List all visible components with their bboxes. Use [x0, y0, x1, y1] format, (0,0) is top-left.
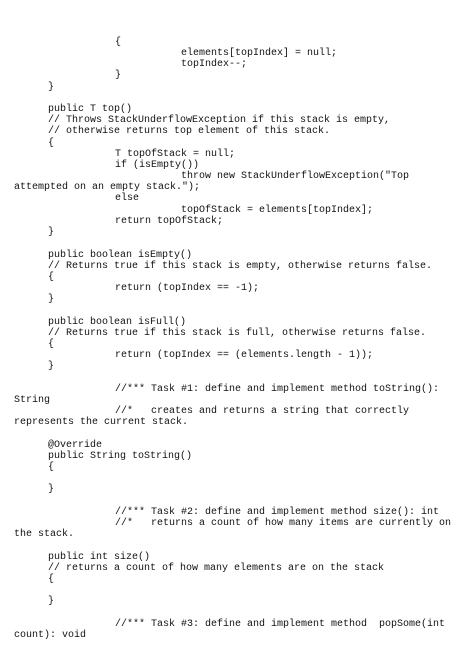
- code-line: return (topIndex == (elements.length - 1));: [115, 350, 374, 361]
- code-line: }: [48, 484, 55, 495]
- code-line: {: [48, 339, 55, 350]
- code-line: }: [48, 596, 55, 607]
- code-line: }: [48, 227, 55, 238]
- code-line: {: [48, 574, 55, 585]
- code-line: return topOfStack;: [115, 216, 224, 227]
- code-line: //*** Task #1: define and implement method toString():: [115, 384, 440, 395]
- code-line: }: [48, 361, 55, 372]
- code-line: // Throws StackUnderflowException if this stack is empty,: [48, 115, 391, 126]
- code-line: public String toString(): [48, 451, 193, 462]
- code-line: elements[topIndex] = null;: [181, 48, 338, 59]
- code-line: return (topIndex == -1);: [115, 283, 260, 294]
- code-line: public boolean isFull(): [48, 317, 187, 328]
- code-line: }: [115, 70, 122, 81]
- code-line: public T top(): [48, 104, 133, 115]
- code-line: the stack.: [14, 529, 75, 540]
- code-line: //*** Task #3: define and implement method popSome(int: [115, 619, 446, 630]
- code-line: // otherwise returns top element of this stack.: [48, 126, 331, 137]
- code-line: @Override: [48, 440, 103, 451]
- code-line: }: [48, 82, 55, 93]
- code-line: }: [48, 294, 55, 305]
- code-line: {: [48, 272, 55, 283]
- code-line: topOfStack = elements[topIndex];: [181, 205, 374, 216]
- code-line: represents the current stack.: [14, 417, 189, 428]
- code-line: {: [48, 462, 55, 473]
- code-line: {: [48, 138, 55, 149]
- code-line: // Returns true if this stack is full, otherwise returns false.: [48, 328, 427, 339]
- code-line: topIndex--;: [181, 59, 248, 70]
- code-line: //*** Task #2: define and implement method size(): int: [115, 507, 440, 518]
- code-line: //* creates and returns a string that correctly: [115, 406, 410, 417]
- code-line: // Returns true if this stack is empty, otherwise returns false.: [48, 261, 433, 272]
- code-line: public int size(): [48, 552, 151, 563]
- code-line: public boolean isEmpty(): [48, 250, 193, 261]
- code-line: if (isEmpty()): [115, 160, 200, 171]
- code-line: {: [115, 37, 122, 48]
- code-line: attempted on an empty stack.");: [14, 182, 201, 193]
- code-line: count): void: [14, 630, 87, 641]
- code-line: // returns a count of how many elements are on the stack: [48, 563, 385, 574]
- code-line: throw new StackUnderflowException("Top: [181, 171, 410, 182]
- code-line: else: [115, 193, 140, 204]
- code-line: String: [14, 395, 51, 406]
- code-line: //* returns a count of how many items are currently on: [115, 518, 452, 529]
- code-line: T topOfStack = null;: [115, 149, 236, 160]
